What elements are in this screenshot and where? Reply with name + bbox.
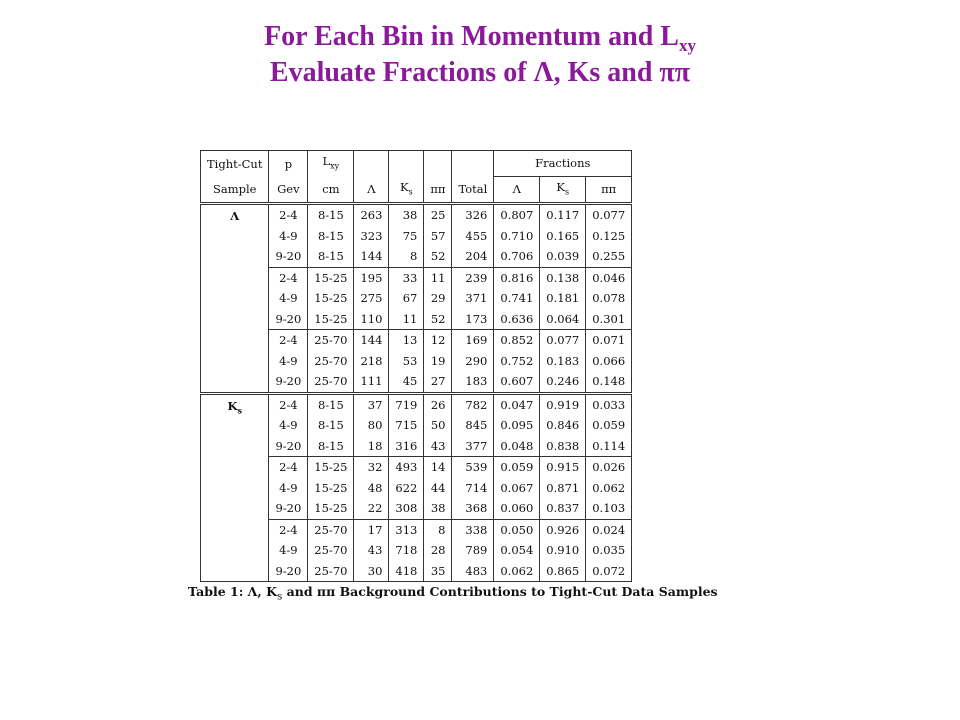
table-cell: 715 [389, 415, 424, 436]
table-cell: 67 [389, 288, 424, 309]
header-text: Total [458, 182, 488, 197]
table-cell: 0.852 [494, 330, 540, 351]
table-cell: 30 [354, 561, 389, 582]
table-cell: 4-9 [269, 288, 308, 309]
table-cell: 2-4 [269, 519, 308, 540]
table-cell: 15-25 [308, 478, 354, 499]
table-cell: 169 [452, 330, 494, 351]
table-cell: 32 [354, 457, 389, 478]
table-cell: 0.067 [494, 478, 540, 499]
table-cell: 18 [354, 436, 389, 457]
sample-subscript: s [237, 404, 242, 415]
table-cell: 35 [424, 561, 452, 582]
table-cell: 195 [354, 267, 389, 288]
table-cell: 0.026 [586, 457, 632, 478]
table-cell: 43 [354, 540, 389, 561]
table-cell: 0.062 [494, 561, 540, 582]
table-cell: 0.246 [540, 371, 586, 393]
table-cell: 38 [389, 204, 424, 226]
table-cell: 111 [354, 371, 389, 393]
table-cell: 0.125 [586, 226, 632, 247]
table-cell: 204 [452, 246, 494, 267]
table-cell: 0.046 [586, 267, 632, 288]
table-cell: 33 [389, 267, 424, 288]
table-cell: 218 [354, 351, 389, 372]
table-cell: 25-70 [308, 519, 354, 540]
table-cell: 0.066 [586, 351, 632, 372]
table-cell: 50 [424, 415, 452, 436]
header-cell [452, 151, 494, 177]
table-cell: 8-15 [308, 204, 354, 226]
table-cell: 275 [354, 288, 389, 309]
table-cell: 19 [424, 351, 452, 372]
table-cell: 239 [452, 267, 494, 288]
table-cell: 9-20 [269, 246, 308, 267]
header-subscript: xy [330, 161, 340, 171]
table-cell: 308 [389, 498, 424, 519]
table-cell: 0.114 [586, 436, 632, 457]
header-cell [201, 176, 269, 203]
table-cell: 15-25 [308, 457, 354, 478]
table-cell: 4-9 [269, 540, 308, 561]
table-cell: 0.255 [586, 246, 632, 267]
table-cell: 144 [354, 246, 389, 267]
table-cell: 493 [389, 457, 424, 478]
header-text: ππ [430, 182, 446, 197]
table-cell: 0.033 [586, 393, 632, 415]
header-cell-fractions: Fractions [494, 151, 632, 177]
table-cell: 25-70 [308, 371, 354, 393]
table-cell: 8-15 [308, 436, 354, 457]
table-cell: 0.054 [494, 540, 540, 561]
lxy-subscript: xy [678, 36, 696, 55]
table-cell: 0.919 [540, 393, 586, 415]
header-cell [354, 176, 389, 203]
table-cell: 43 [424, 436, 452, 457]
table-cell: 789 [452, 540, 494, 561]
table-cell: 719 [389, 393, 424, 415]
table-cell: 173 [452, 309, 494, 330]
table-cell: 718 [389, 540, 424, 561]
table-cell: 8-15 [308, 226, 354, 247]
header-text: Λ [512, 182, 521, 197]
table-cell: 0.148 [586, 371, 632, 393]
table-cell: 0.059 [586, 415, 632, 436]
table-cell: 17 [354, 519, 389, 540]
header-cell [452, 176, 494, 203]
table-cell: 4-9 [269, 351, 308, 372]
table-cell: 4-9 [269, 478, 308, 499]
table-cell: 0.838 [540, 436, 586, 457]
table-cell: 8-15 [308, 246, 354, 267]
table-cell: 27 [424, 371, 452, 393]
table-cell: 323 [354, 226, 389, 247]
table-cell: 845 [452, 415, 494, 436]
table-cell: 25-70 [308, 561, 354, 582]
table-cell: 455 [452, 226, 494, 247]
table-cell: 15-25 [308, 288, 354, 309]
table-cell: 57 [424, 226, 452, 247]
table-cell: 53 [389, 351, 424, 372]
table-cell: 11 [424, 267, 452, 288]
table-cell: 0.926 [540, 519, 586, 540]
table-cell: 25-70 [308, 351, 354, 372]
table-cell: 0.059 [494, 457, 540, 478]
table-cell: 2-4 [269, 457, 308, 478]
table-cell: 144 [354, 330, 389, 351]
header-subscript: s [564, 187, 570, 197]
header-cell: Tight-Cut [201, 151, 269, 177]
header-cell [424, 176, 452, 203]
table-cell: 0.138 [540, 267, 586, 288]
table-cell: 371 [452, 288, 494, 309]
header-text: L [322, 154, 331, 168]
table-cell: 9-20 [269, 371, 308, 393]
table-cell: 0.915 [540, 457, 586, 478]
table-cell: 8 [389, 246, 424, 267]
table-cell: 0.095 [494, 415, 540, 436]
header-text: Gev [277, 182, 300, 197]
sample-label: Λ [230, 209, 240, 224]
table-cell: 0.062 [586, 478, 632, 499]
table-cell: 263 [354, 204, 389, 226]
table-cell: 38 [424, 498, 452, 519]
table-cell: 0.181 [540, 288, 586, 309]
header-text: ππ [601, 182, 617, 197]
table-cell: 0.910 [540, 540, 586, 561]
table-cell: 0.816 [494, 267, 540, 288]
table-cell: 0.752 [494, 351, 540, 372]
table-cell: 0.607 [494, 371, 540, 393]
table-cell: 9-20 [269, 309, 308, 330]
table-cell: 26 [424, 393, 452, 415]
table-cell: 0.871 [540, 478, 586, 499]
fractions-table [200, 150, 632, 582]
table-cell: 52 [424, 309, 452, 330]
table-cell: 0.837 [540, 498, 586, 519]
table-cell: 25-70 [308, 330, 354, 351]
table-cell: 0.706 [494, 246, 540, 267]
slide-title-line-2: Evaluate Fractions of Λ, Ks and ππ [269, 57, 691, 88]
table-cell: 622 [389, 478, 424, 499]
table-cell: 11 [389, 309, 424, 330]
table-cell: 714 [452, 478, 494, 499]
header-text: K [556, 179, 565, 194]
fractions-table-image [200, 150, 632, 582]
table-cell: 25 [424, 204, 452, 226]
table-cell: 0.064 [540, 309, 586, 330]
table-row [201, 393, 632, 415]
table-cell: 22 [354, 498, 389, 519]
table-cell: 0.071 [586, 330, 632, 351]
table-cell: 0.047 [494, 393, 540, 415]
table-cell: 0.636 [494, 309, 540, 330]
table-cell: 483 [452, 561, 494, 582]
table-cell: 0.117 [540, 204, 586, 226]
table-cell: 15-25 [308, 267, 354, 288]
table-cell: 2-4 [269, 267, 308, 288]
table-cell: 0.710 [494, 226, 540, 247]
table-cell: 14 [424, 457, 452, 478]
table-cell: 9-20 [269, 561, 308, 582]
table-cell: 539 [452, 457, 494, 478]
table-caption: Table 1: Λ, $K_s$ and ππ Background Contributions to Tight-Cut Data Samples [188, 584, 718, 603]
table-header-row [201, 151, 632, 177]
table-cell: 9-20 [269, 498, 308, 519]
table-cell: 4-9 [269, 226, 308, 247]
table-row [201, 204, 632, 226]
table-cell: 0.050 [494, 519, 540, 540]
table-cell: 0.077 [586, 204, 632, 226]
header-subscript: s [408, 186, 413, 196]
header-cell [540, 176, 586, 203]
table-cell: 0.741 [494, 288, 540, 309]
header-cell [269, 176, 308, 203]
table-cell: 44 [424, 478, 452, 499]
header-text: K [400, 179, 409, 194]
header-cell [494, 176, 540, 203]
table-cell: 8 [424, 519, 452, 540]
table-cell: 0.078 [586, 288, 632, 309]
table-cell: 9-20 [269, 436, 308, 457]
table-cell: 110 [354, 309, 389, 330]
sample-cell [201, 204, 269, 394]
table-cell: 2-4 [269, 204, 308, 226]
table-cell: 52 [424, 246, 452, 267]
table-cell: 8-15 [308, 393, 354, 415]
header-cell [354, 151, 389, 177]
header-cell [389, 176, 424, 203]
table-cell: 368 [452, 498, 494, 519]
table-cell: 0.165 [540, 226, 586, 247]
table-cell: 326 [452, 204, 494, 226]
table-cell: 0.077 [540, 330, 586, 351]
table-cell: 313 [389, 519, 424, 540]
table-cell: 13 [389, 330, 424, 351]
table-cell: 45 [389, 371, 424, 393]
table-cell: 0.183 [540, 351, 586, 372]
table-cell: 782 [452, 393, 494, 415]
table-cell: 0.039 [540, 246, 586, 267]
table-cell: 4-9 [269, 415, 308, 436]
table-cell: 0.865 [540, 561, 586, 582]
table-cell: 25-70 [308, 540, 354, 561]
table-cell: 0.060 [494, 498, 540, 519]
header-cell [308, 176, 354, 203]
table-cell: 28 [424, 540, 452, 561]
table-cell: 80 [354, 415, 389, 436]
header-cell [424, 151, 452, 177]
header-cell [586, 176, 632, 203]
table-cell: 29 [424, 288, 452, 309]
table-cell: 75 [389, 226, 424, 247]
table-cell: 338 [452, 519, 494, 540]
table-cell: 0.103 [586, 498, 632, 519]
header-text: cm [322, 182, 340, 197]
table-cell: 48 [354, 478, 389, 499]
header-text: Sample [212, 182, 257, 197]
table-cell: 15-25 [308, 309, 354, 330]
table-cell: 290 [452, 351, 494, 372]
table-cell: 15-25 [308, 498, 354, 519]
table-cell: 183 [452, 371, 494, 393]
table-cell: 2-4 [269, 393, 308, 415]
sample-label: K [227, 398, 238, 413]
table-cell: 0.072 [586, 561, 632, 582]
table-cell: 2-4 [269, 330, 308, 351]
table-cell: 418 [389, 561, 424, 582]
sample-cell [201, 393, 269, 582]
header-cell [389, 151, 424, 177]
table-cell: 377 [452, 436, 494, 457]
table-header-row [201, 176, 632, 203]
table-cell: 316 [389, 436, 424, 457]
table-cell: 8-15 [308, 415, 354, 436]
table-cell: 0.846 [540, 415, 586, 436]
header-cell [308, 151, 354, 177]
table-cell: 37 [354, 393, 389, 415]
table-cell: 0.048 [494, 436, 540, 457]
slide-title-line-1: For Each Bin in Momentum and $L_{xy}$ [264, 21, 696, 55]
table-cell: 12 [424, 330, 452, 351]
table-cell: 0.301 [586, 309, 632, 330]
header-text: Λ [367, 182, 376, 197]
table-cell: 0.807 [494, 204, 540, 226]
header-cell: p [269, 151, 308, 177]
table-cell: 0.035 [586, 540, 632, 561]
table-cell: 0.024 [586, 519, 632, 540]
